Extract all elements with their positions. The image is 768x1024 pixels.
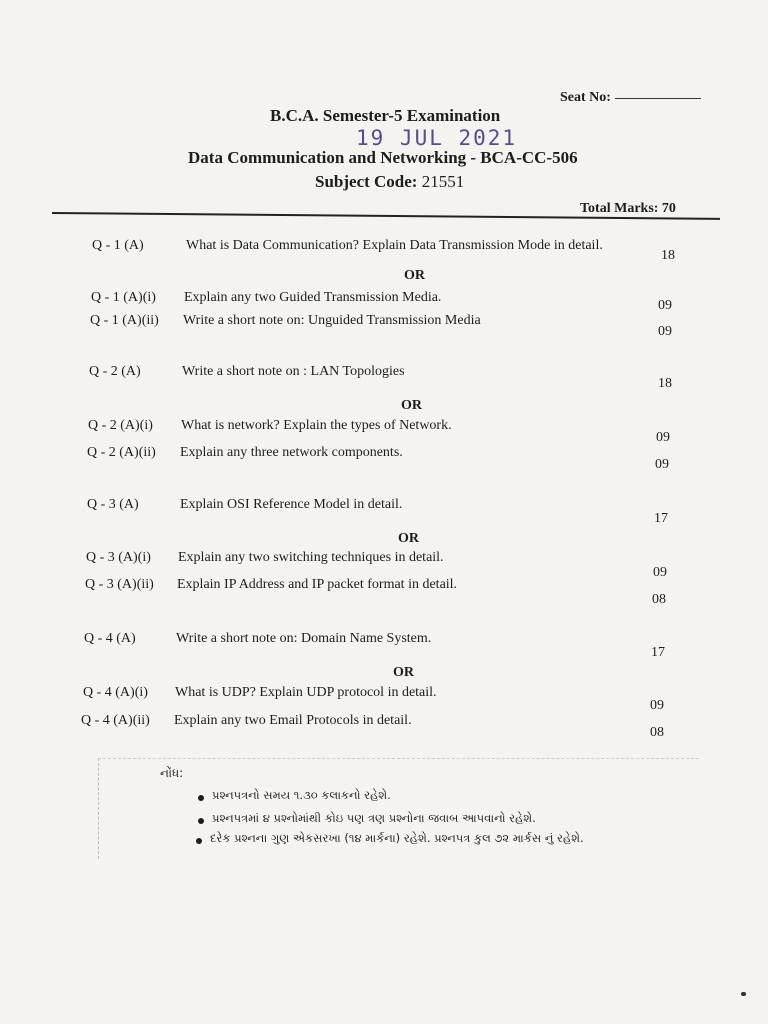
notes-label: નોંધ:: [160, 766, 184, 780]
subject-code-value: 21551: [421, 172, 465, 191]
question-number: Q - 3 (A)(ii): [85, 577, 154, 592]
question-marks: 17: [654, 511, 668, 526]
or-divider: OR: [404, 268, 425, 283]
question-number: Q - 2 (A): [89, 364, 141, 379]
seat-blank-line: [615, 98, 701, 99]
question-text: Write a short note on: Domain Name System.: [176, 631, 432, 646]
question-text: Write a short note on : LAN Topologies: [182, 364, 405, 379]
subject-title: Data Communication and Networking - BCA-CC-506: [188, 148, 578, 167]
bullet-icon: [196, 838, 202, 844]
question-marks: 09: [658, 298, 672, 313]
question-text: Explain any two switching techniques in detail.: [178, 550, 444, 565]
bullet-icon: [198, 818, 204, 824]
question-number: Q - 3 (A)(i): [86, 550, 151, 565]
question-marks: 09: [655, 457, 669, 472]
subject-code-line: [315, 172, 464, 192]
question-marks: 17: [651, 645, 665, 660]
question-number: Q - 1 (A): [92, 238, 144, 253]
question-marks: 18: [658, 376, 672, 391]
question-marks: 09: [658, 324, 672, 339]
question-text: Explain any three network components.: [180, 445, 403, 460]
question-text: Write a short note on: Unguided Transmission Media: [183, 313, 481, 328]
question-number: Q - 4 (A)(ii): [81, 713, 150, 728]
question-text: Explain any two Guided Transmission Media.: [184, 290, 442, 305]
question-number: Q - 2 (A)(i): [88, 418, 153, 433]
note-item: દરેક પ્રશ્નના ગુણ એકસરખા (૧૪ માર્કના) રહેશે. પ્રશ્નપત્ર કુલ ૭૨ માર્કસ નું રહેશે.: [210, 831, 584, 845]
note-item: પ્રશ્નપત્રમાં ૪ પ્રશ્નોમાંથી કોઇ પણ ત્રણ પ્રશ્નોના જવાબ આપવાનો રહેશે.: [212, 811, 536, 825]
question-marks: 09: [650, 698, 664, 713]
question-marks: 09: [656, 430, 670, 445]
scan-speck: [741, 992, 746, 996]
or-divider: OR: [401, 398, 422, 413]
question-marks: 08: [652, 592, 666, 607]
question-number: Q - 4 (A)(i): [83, 685, 148, 700]
question-text: Explain OSI Reference Model in detail.: [180, 497, 403, 512]
or-divider: OR: [398, 531, 419, 546]
question-marks: 18: [661, 248, 675, 263]
question-number: Q - 1 (A)(ii): [90, 313, 159, 328]
question-text: Explain IP Address and IP packet format in detail.: [177, 577, 458, 592]
question-marks: 09: [653, 565, 667, 580]
or-divider: OR: [393, 665, 414, 680]
question-marks: 08: [650, 725, 664, 740]
question-text: What is Data Communication? Explain Data Transmission Mode in detail.: [186, 238, 603, 253]
question-text: What is network? Explain the types of Network.: [181, 418, 452, 433]
total-marks: Total Marks: 70: [580, 201, 676, 216]
question-number: Q - 3 (A): [87, 497, 139, 512]
question-text: Explain any two Email Protocols in detail.: [174, 713, 412, 728]
bullet-icon: [198, 795, 204, 801]
note-item: પ્રશ્નપત્રનો સમય ૧.૩૦ કલાકનો રહેશે.: [212, 788, 391, 802]
question-number: Q - 4 (A): [84, 631, 136, 646]
subject-code-label: Subject Code:: [315, 172, 418, 191]
date-stamp: 19 JUL 2021: [356, 126, 518, 150]
seat-number-field: [560, 90, 701, 106]
exam-title: B.C.A. Semester-5 Examination: [270, 106, 501, 125]
seat-label: Seat No:: [560, 90, 611, 105]
question-number: Q - 2 (A)(ii): [87, 445, 156, 460]
question-number: Q - 1 (A)(i): [91, 290, 156, 305]
question-text: What is UDP? Explain UDP protocol in detail.: [175, 685, 437, 700]
